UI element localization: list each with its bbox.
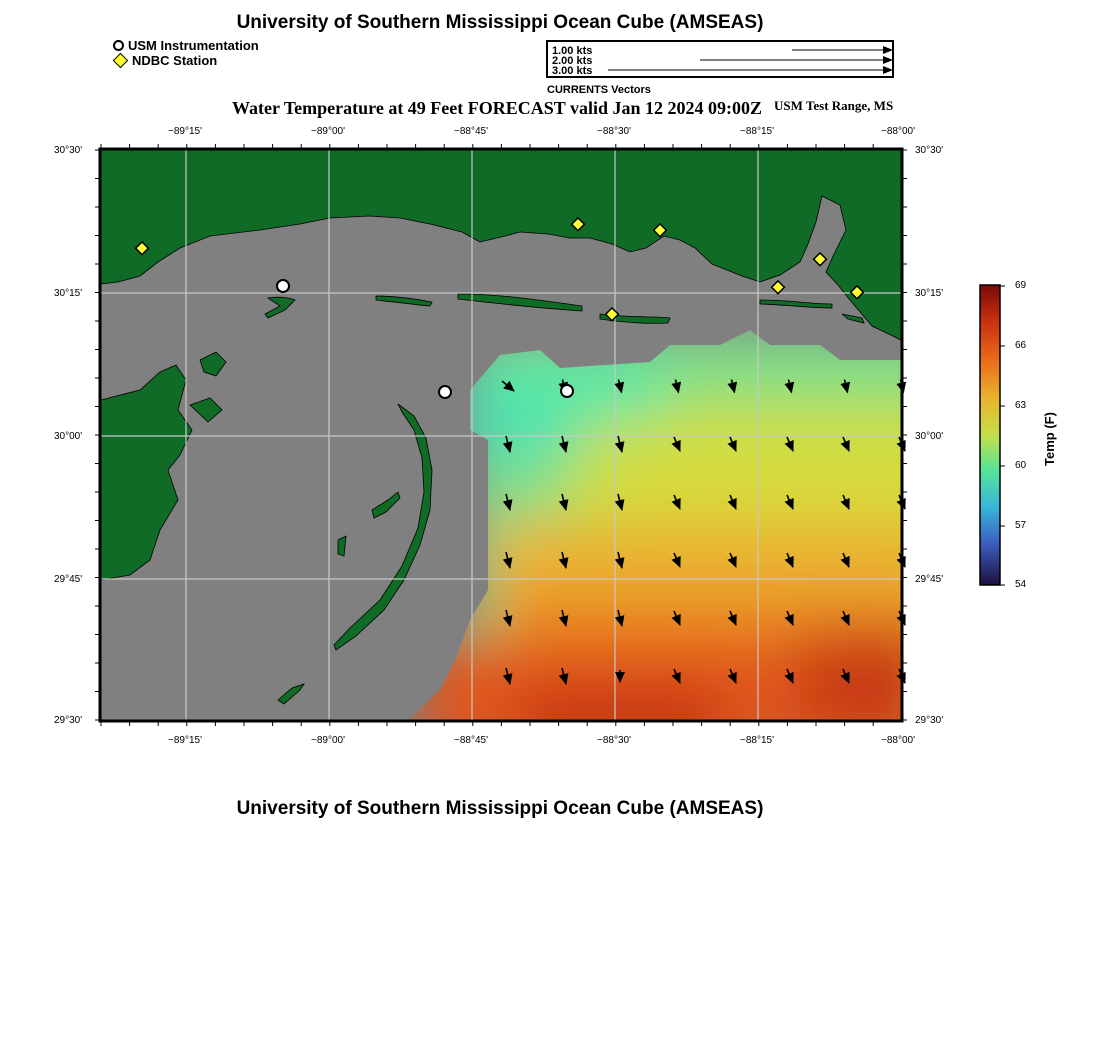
lat-tick-right: 29°45'	[915, 574, 944, 585]
usm-instrument-marker	[439, 386, 451, 398]
lon-tick-bottom: −88°30'	[597, 735, 631, 746]
lon-tick-bottom: −89°15'	[168, 735, 202, 746]
lat-tick-left: 30°30'	[54, 145, 83, 156]
page-title: University of Southern Mississippi Ocean Cube (AMSEAS)	[236, 12, 764, 33]
lat-tick-left: 30°15'	[54, 288, 83, 299]
usm-instrument-marker	[277, 280, 289, 292]
lon-tick-bottom: −88°45'	[454, 735, 488, 746]
colorbar-tick: 54	[1015, 579, 1027, 590]
colorbar-tick: 66	[1015, 340, 1027, 351]
colorbar-tick: 69	[1015, 280, 1027, 291]
lon-tick-top: −89°15'	[168, 126, 202, 137]
lon-tick-bottom: −88°15'	[740, 735, 774, 746]
lon-tick-bottom: −89°00'	[311, 735, 345, 746]
colorbar-gradient	[980, 285, 1000, 585]
vector-scale-label-2: 2.00 kts	[552, 55, 593, 67]
region-label: USM Test Range, MS	[774, 98, 894, 113]
colorbar	[975, 280, 1015, 592]
lon-tick-top: −88°00'	[881, 126, 915, 137]
usm-instrument-marker	[561, 385, 573, 397]
lat-tick-right: 30°15'	[915, 288, 944, 299]
footer-title: University of Southern Mississippi Ocean Cube (AMSEAS)	[236, 798, 764, 819]
vector-scale-label-1: 1.00 kts	[552, 45, 593, 57]
lon-tick-bottom: −88°00'	[881, 735, 915, 746]
lon-tick-top: −89°00'	[311, 126, 345, 137]
lat-tick-right: 30°00'	[915, 431, 944, 442]
lat-tick-left: 29°30'	[54, 715, 83, 726]
lat-tick-right: 29°30'	[915, 715, 944, 726]
colorbar-tick: 57	[1015, 520, 1027, 531]
lon-tick-top: −88°15'	[740, 126, 774, 137]
lon-tick-top: −88°30'	[597, 126, 631, 137]
vector-scale-label-3: 3.00 kts	[552, 65, 593, 77]
legend-ndbc-label: NDBC Station	[132, 53, 218, 68]
lon-tick-top: −88°45'	[454, 126, 488, 137]
temperature-field	[101, 150, 960, 760]
lat-tick-left: 30°00'	[54, 431, 83, 442]
lat-tick-right: 30°30'	[915, 145, 944, 156]
colorbar-tick: 63	[1015, 400, 1027, 411]
colorbar-label: Temp (F)	[1042, 412, 1057, 466]
lat-tick-left: 29°45'	[54, 574, 83, 585]
map-subtitle: Water Temperature at 49 Feet FORECAST valid Jan 12 2024 09:00Z	[232, 98, 762, 118]
legend-usm-label: USM Instrumentation	[128, 38, 259, 53]
vector-scale-caption: CURRENTS Vectors	[547, 84, 651, 96]
colorbar-tick: 60	[1015, 460, 1027, 471]
